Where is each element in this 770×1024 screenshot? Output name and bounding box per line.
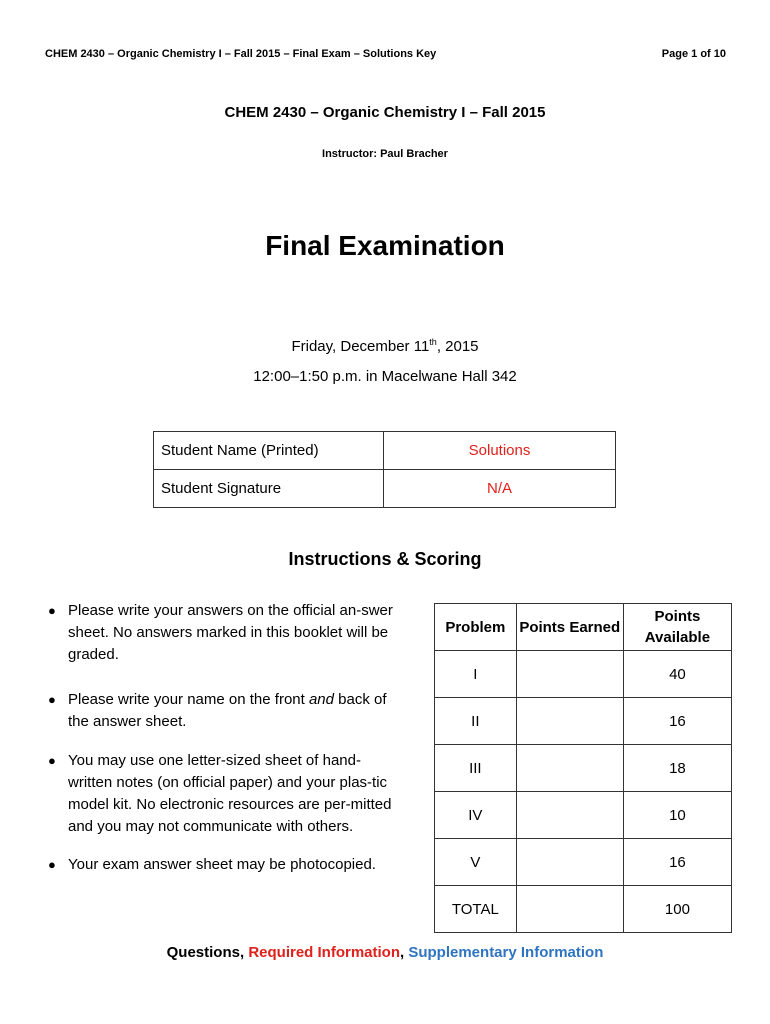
available-cell: 100	[623, 886, 731, 933]
earned-cell	[516, 839, 623, 886]
table-row	[435, 651, 732, 698]
problem-cell: II	[435, 698, 517, 745]
table-row	[435, 792, 732, 839]
student-signature-row	[154, 470, 616, 508]
problem-cell: I	[435, 651, 517, 698]
exam-time-location: 12:00–1:50 p.m. in Macelwane Hall 342	[253, 368, 517, 385]
bullet-icon: ●	[48, 692, 56, 707]
bullet-icon: ●	[48, 857, 56, 872]
earned-cell	[516, 651, 623, 698]
legend-required: Required Information	[248, 944, 400, 961]
page-number: Page 1 of 10	[661, 48, 726, 60]
earned-cell	[516, 698, 623, 745]
list-item: ● Please write your name on the front and back of the answer sheet.	[48, 691, 387, 730]
available-cell: 10	[623, 792, 731, 839]
table-row	[435, 698, 732, 745]
instructions-heading: Instructions & Scoring	[288, 549, 482, 569]
student-name-row	[154, 432, 616, 470]
instructions-list	[45, 600, 405, 899]
student-name-value: Solutions	[384, 432, 616, 470]
header-problem: Problem	[435, 604, 517, 651]
earned-cell	[516, 886, 623, 933]
instructor: Instructor: Paul Bracher	[322, 148, 448, 160]
student-signature-value: N/A	[384, 470, 616, 508]
course-title: CHEM 2430 – Organic Chemistry I – Fall 2015	[224, 104, 546, 121]
header-points-available: Points Available	[623, 604, 731, 651]
problem-cell: III	[435, 745, 517, 792]
header-points-earned: Points Earned	[516, 604, 623, 651]
exam-title: Final Examination	[265, 230, 505, 261]
running-header: CHEM 2430 – Organic Chemistry I – Fall 2015 – Final Exam – Solutions Key	[45, 48, 437, 60]
earned-cell	[516, 745, 623, 792]
problem-cell: TOTAL	[435, 886, 517, 933]
available-cell: 16	[623, 839, 731, 886]
list-item: ● Your exam answer sheet may be photocopied.	[45, 854, 405, 876]
exam-date: Friday, December 11th, 2015	[291, 337, 479, 355]
color-legend: Questions, Required Information, Supplementary Information	[166, 944, 604, 961]
problem-cell: V	[435, 839, 517, 886]
problem-cell: IV	[435, 792, 517, 839]
student-info-table	[153, 431, 616, 508]
legend-supplementary: Supplementary Information	[408, 944, 604, 961]
available-cell: 18	[623, 745, 731, 792]
available-cell: 40	[623, 651, 731, 698]
scoring-header-row	[435, 604, 732, 651]
student-name-label: Student Name (Printed)	[154, 432, 384, 470]
available-cell: 16	[623, 698, 731, 745]
table-row	[435, 745, 732, 792]
bullet-icon: ●	[48, 753, 56, 768]
table-row-total	[435, 886, 732, 933]
student-signature-label: Student Signature	[154, 470, 384, 508]
legend-questions: Questions	[166, 944, 240, 961]
bullet-icon: ●	[48, 603, 56, 618]
table-row	[435, 839, 732, 886]
list-item: ● Please write your answers on the official an-swer sheet. No answers marked in this booklet will be graded.	[48, 602, 393, 663]
scoring-table	[434, 603, 732, 933]
earned-cell	[516, 792, 623, 839]
list-item: ● You may use one letter-sized sheet of hand-written notes (on official paper) and your plas-tic model kit. No electronic resources are per-mitted and you may not communicate with others.	[48, 752, 392, 835]
